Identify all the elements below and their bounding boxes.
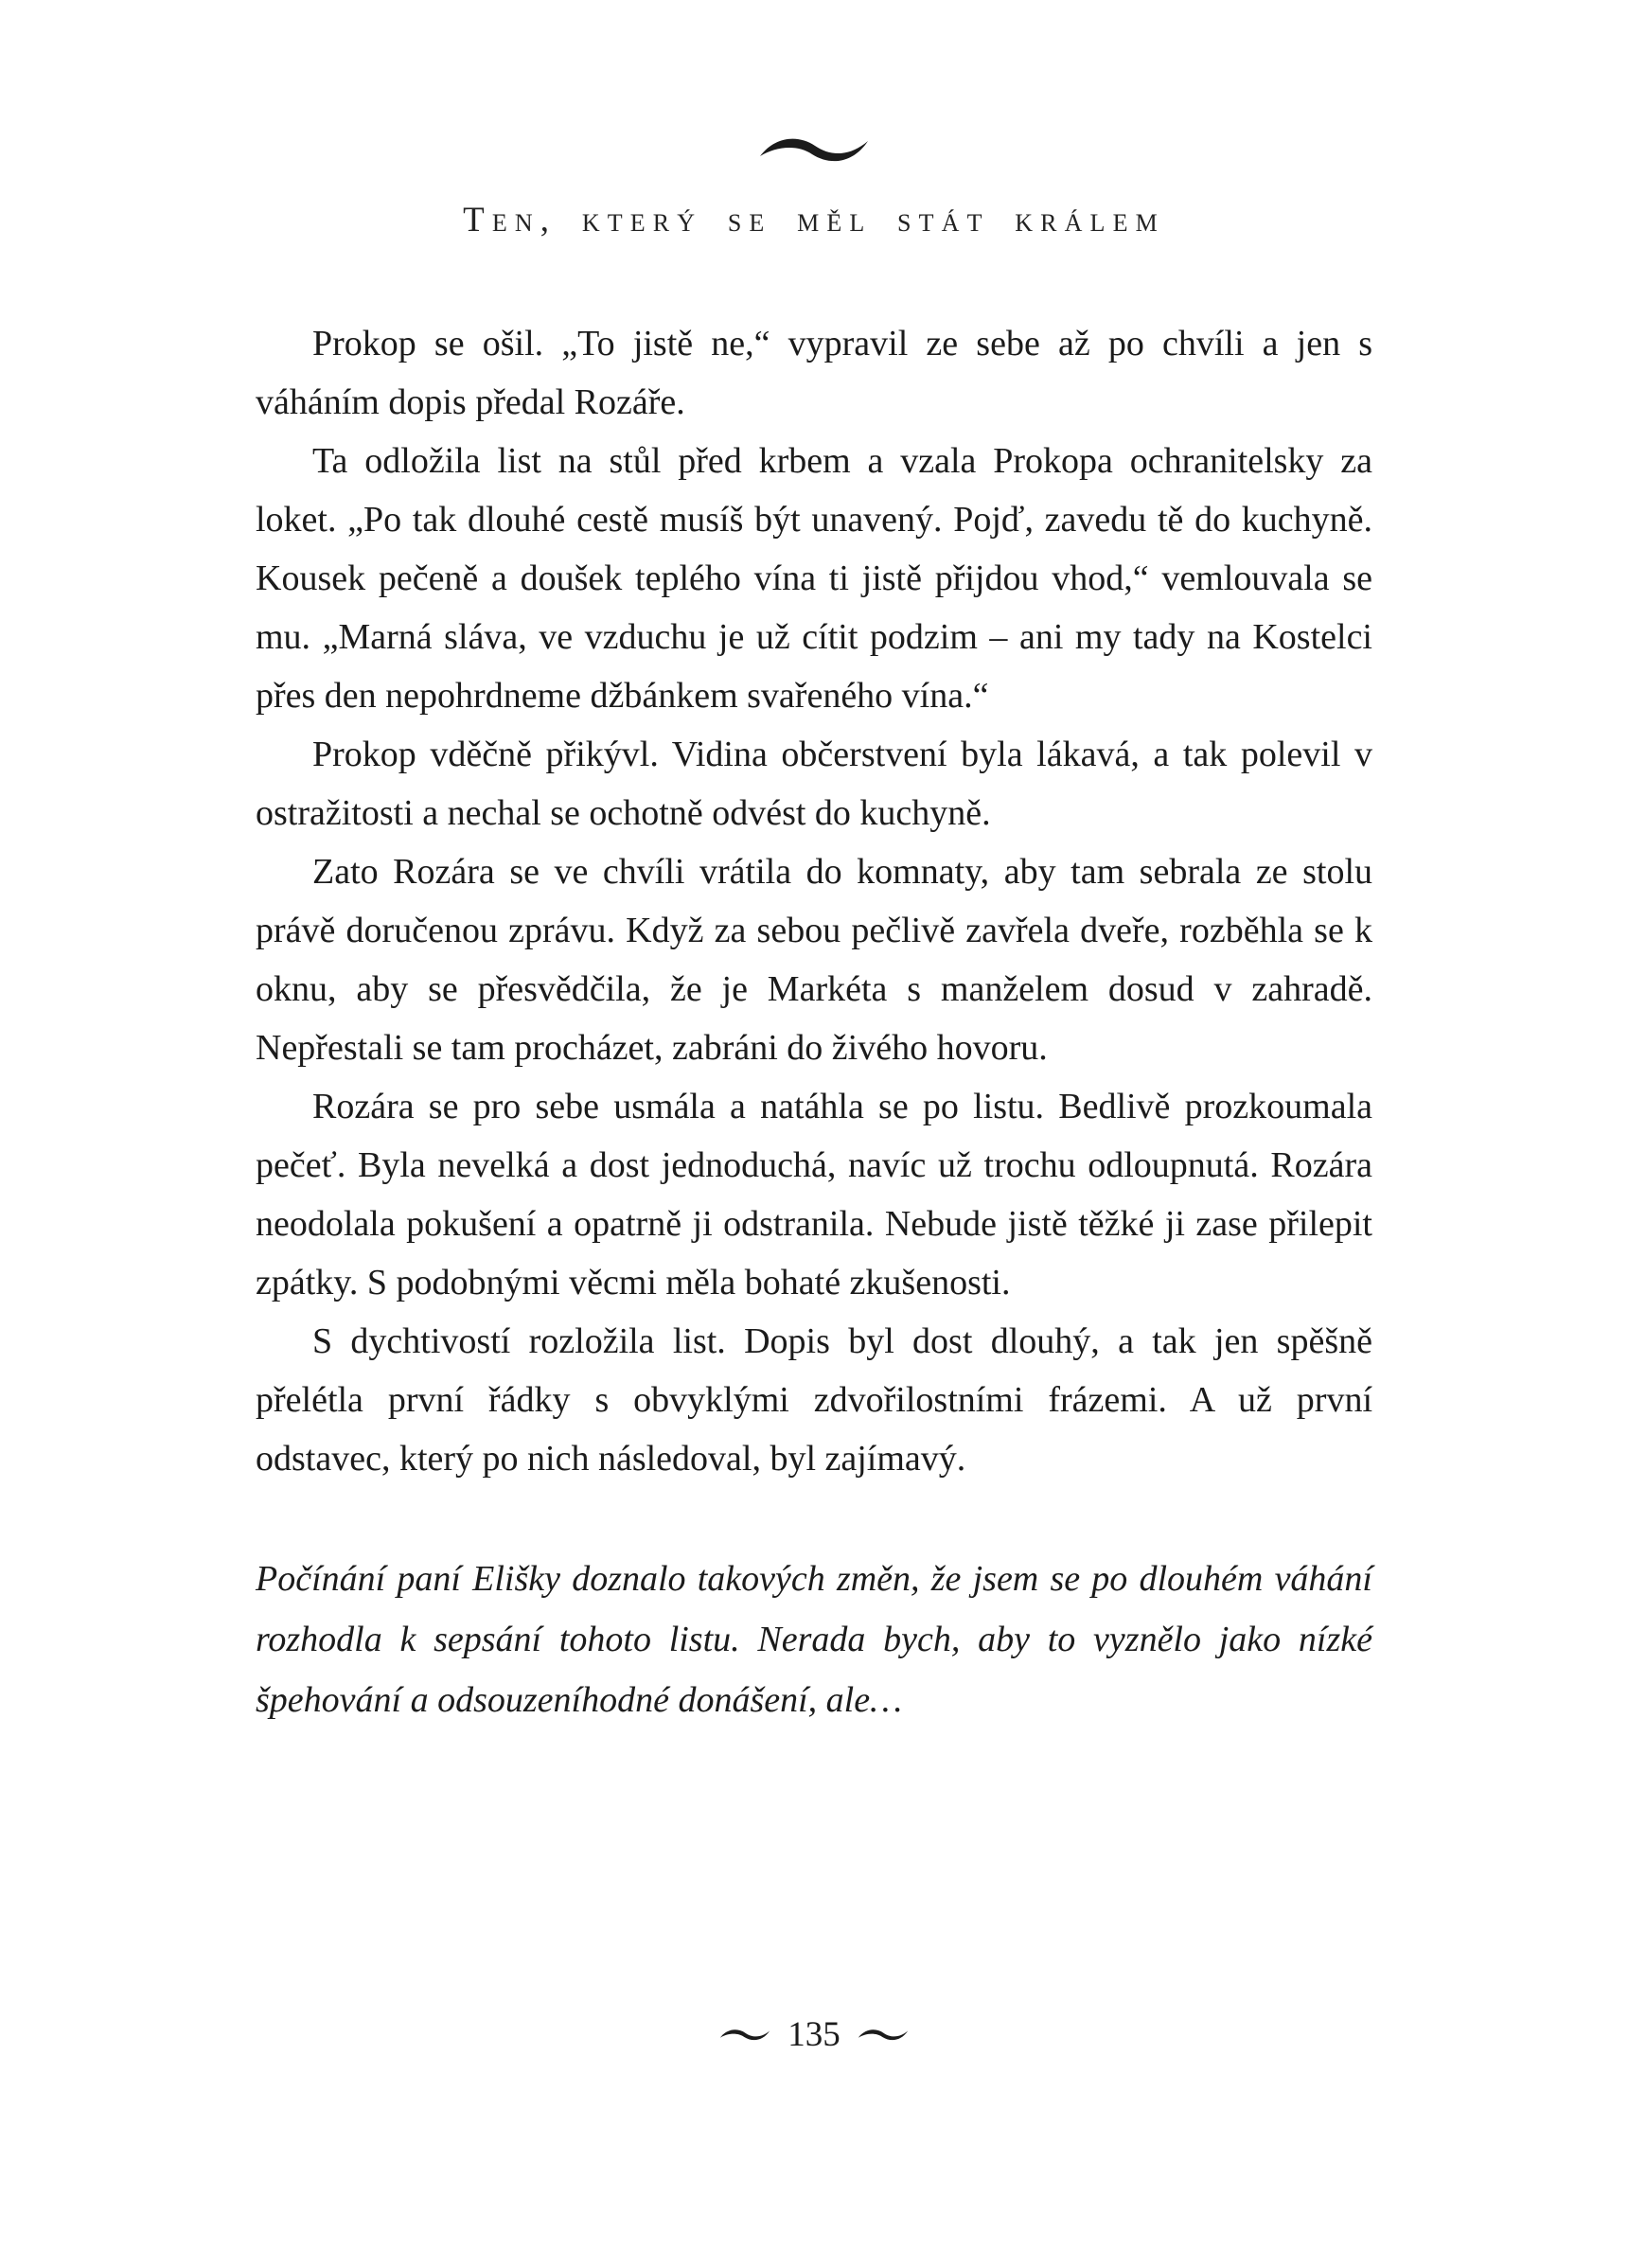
- page-footer: [0, 2014, 1628, 2055]
- body-paragraph: S dychtivostí rozložila list. Dopis byl dost dlouhý, a tak jen spěšně přelétla první řádky s obvyklými zdvořilostními frázemi. A už první odstavec, který po nich následoval, byl zajímavý.: [256, 1321, 1372, 1479]
- page-number: 135: [787, 2015, 841, 2054]
- body-paragraph: Prokop se ošil. „To jistě ne,“ vypravil ze sebe až po chvíli a jen s váháním dopis předal Rozáře.: [256, 324, 1372, 422]
- body-text-block: [256, 314, 1372, 1730]
- body-paragraph: Ta odložila list na stůl před krbem a vzala Prokopa ochranitelsky za loket. „Po tak dlouhé cestě musíš být unavený. Pojď, zavedu tě do kuchyně. Kousek pečeně a doušek teplého vína ti jistě přijdou vhod,“ vemlouvala se mu. „Marná sláva, ve vzduchu je už cítit podzim – ani my tady na Kostelci přes den nepohrdneme džbánkem svařeného vína.“: [256, 441, 1372, 716]
- body-paragraph: Rozára se pro sebe usmála a natáhla se po listu. Bedlivě prozkoumala pečeť. Byla nevelká a dost jednoduchá, navíc už trochu odloupnutá. Rozára neodolala pokušení a opatrně ji odstranila. Nebude jistě těžké ji zase přilepit zpátky. S podobnými věcmi měla bohaté zkušenosti.: [256, 1087, 1372, 1302]
- footer-swash-left-icon: [717, 2026, 772, 2045]
- body-paragraph: Prokop vděčně přikývl. Vidina občerstvení byla lákavá, a tak polevil v ostražitosti a nechal se ochotně odvést do kuchyně.: [256, 735, 1372, 833]
- body-paragraph: Zato Rozára se ve chvíli vrátila do komnaty, aby tam sebrala ze stolu právě doručenou zprávu. Když za sebou pečlivě zavřela dveře, rozběhla se k oknu, aby se přesvědčila, že je Markéta s manželem dosud v zahradě. Nepřestali se tam procházet, zabráni do živého hovoru.: [256, 852, 1372, 1068]
- letter-excerpt-paragraph: Počínání paní Elišky doznalo takových změn, že jsem se po dlouhém váhání rozhodla k sepsání tohoto listu. Nerada bych, aby to vyznělo jako nízké špehování a odsouzeníhodné donášení, ale…: [256, 1559, 1372, 1720]
- footer-swash-right-icon: [856, 2026, 911, 2045]
- top-swash-ornament-icon: [0, 0, 1628, 175]
- chapter-running-title: Ten, který se měl stát králem: [463, 201, 1165, 239]
